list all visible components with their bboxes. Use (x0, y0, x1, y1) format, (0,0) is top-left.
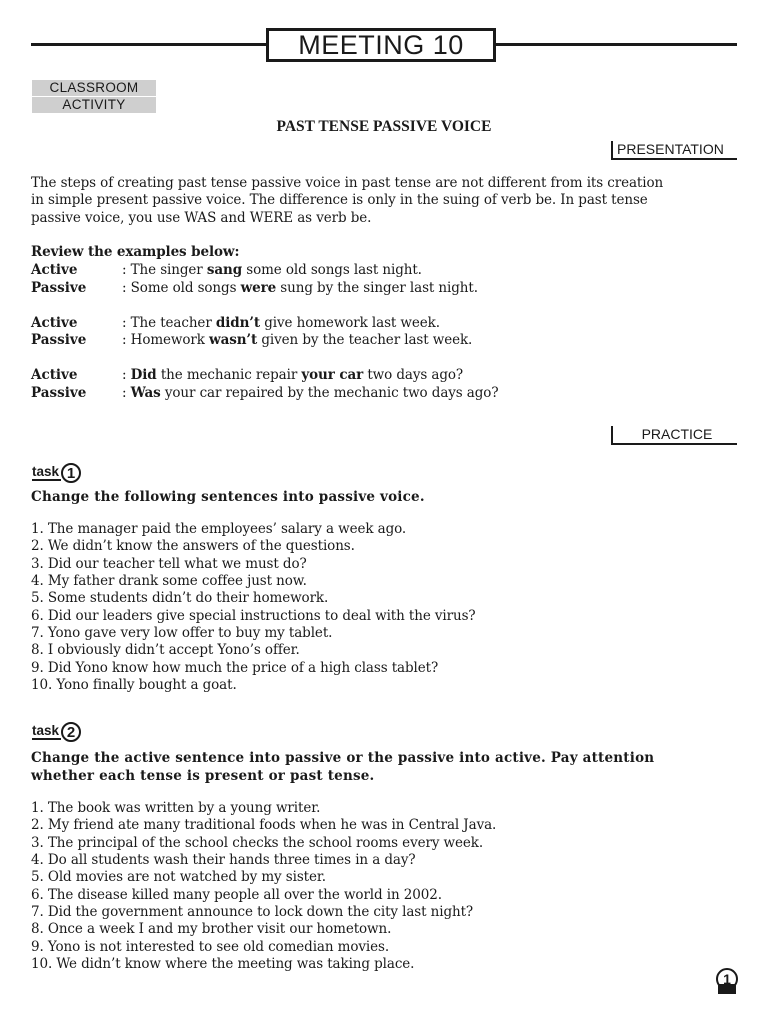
example-sentence (122, 262, 422, 278)
example-bold-text: Did (130, 367, 157, 383)
example-text: : Some old songs (122, 280, 241, 296)
list-item: 6. Did our leaders give special instructions to deal with the virus? (31, 607, 476, 624)
meeting-title: MEETING 10 (298, 29, 464, 60)
list-item: 3. Did our teacher tell what we must do? (31, 555, 307, 572)
list-item: 6. The disease killed many people all over the world in 2002. (31, 886, 442, 903)
example-text: your car repaired by the mechanic two days ago? (160, 385, 499, 401)
classroom-activity-badge (32, 80, 156, 114)
example-text: : Homework (122, 332, 210, 348)
example-sentence (122, 332, 472, 348)
list-item: 9. Yono is not interested to see old comedian movies. (31, 938, 390, 955)
example-sentence (122, 385, 498, 401)
list-item: 9. Did Yono know how much the price of a high class tablet? (31, 659, 439, 676)
task-1-heading (32, 463, 81, 481)
task-2-heading (32, 722, 81, 740)
list-item: 7. Did the government announce to lock down the city last night? (31, 904, 474, 921)
badge-line-2: ACTIVITY (32, 97, 156, 113)
instruction-line: Change the active sentence into passive or the passive into active. Pay attention (31, 750, 655, 766)
example-sentence (122, 280, 478, 296)
example-text: sung by the singer last night. (276, 280, 478, 296)
list-item: 10. Yono finally bought a goat. (31, 677, 237, 694)
list-item: 2. We didn’t know the answers of the questions. (31, 538, 355, 555)
example-bold-text: Was (130, 385, 161, 401)
example-text: some old songs last night. (242, 262, 422, 278)
task-1-instruction: Change the following sentences into passive voice. (31, 489, 425, 505)
example-label: Passive (31, 385, 87, 401)
list-item: 4. My father drank some coffee just now. (31, 573, 307, 590)
review-heading: Review the examples below: (31, 244, 240, 260)
list-item: 8. I obviously didn’t accept Yono’s offer. (31, 642, 300, 659)
task-2-list (31, 800, 496, 973)
page-number: 1 (716, 968, 738, 990)
list-item: 3. The principal of the school checks the school rooms every week. (31, 834, 484, 851)
list-item: 5. Some students didn’t do their homework. (31, 590, 329, 607)
list-item: 8. Once a week I and my brother visit our hometown. (31, 921, 392, 938)
list-item: 1. The book was written by a young writer. (31, 800, 321, 816)
instruction-line: whether each tense is present or past tense. (31, 768, 375, 784)
list-item: 5. Old movies are not watched by my sister. (31, 869, 326, 886)
task-word: task (32, 723, 60, 738)
example-label: Passive (31, 332, 87, 348)
header-rule-left (31, 43, 267, 46)
list-item: 7. Yono gave very low offer to buy my tablet. (31, 625, 333, 642)
header-rule-right (495, 43, 737, 46)
list-item: 1. The manager paid the employees’ salary a week ago. (31, 521, 407, 537)
example-bold-text: were (240, 280, 277, 296)
example-text: given by the teacher last week. (257, 332, 473, 348)
badge-line-1: CLASSROOM (32, 80, 156, 96)
example-text: : The singer (122, 262, 207, 278)
intro-line: passive voice, you use WAS and WERE as verb be. (31, 209, 372, 226)
example-text: two days ago? (363, 367, 464, 383)
task-2-instruction (31, 749, 731, 785)
example-text: : The teacher (122, 315, 216, 331)
example-label: Active (31, 262, 78, 278)
presentation-tag (611, 141, 737, 160)
example-text: the mechanic repair (156, 367, 302, 383)
example-text: give homework last week. (260, 315, 440, 331)
intro-paragraph (31, 175, 741, 227)
example-text: : (122, 367, 131, 383)
task-number-icon: 2 (61, 722, 81, 742)
intro-line: in simple present passive voice. The difference is only in the suing of verb be. In past tense (31, 192, 648, 209)
example-sentence (122, 367, 463, 383)
intro-line: The steps of creating past tense passive voice in past tense are not different from its creation (31, 175, 664, 191)
task-word: task (32, 464, 60, 479)
example-label: Active (31, 315, 78, 331)
list-item: 10. We didn’t know where the meeting was taking place. (31, 956, 415, 973)
presentation-tag-label: PRESENTATION (617, 141, 724, 157)
example-sentence (122, 315, 440, 331)
task-1-list (31, 521, 476, 694)
example-bold-text: your car (301, 367, 364, 383)
practice-tag (611, 426, 737, 445)
practice-tag-label: PRACTICE (641, 426, 713, 442)
lesson-title: PAST TENSE PASSIVE VOICE (276, 118, 492, 135)
example-bold-text: didn’t (215, 315, 261, 331)
example-bold-text: wasn’t (209, 332, 258, 348)
meeting-title-box (266, 28, 496, 62)
list-item: 2. My friend ate many traditional foods when he was in Central Java. (31, 817, 497, 834)
example-text: : (122, 385, 131, 401)
example-bold-text: sang (206, 262, 243, 278)
list-item: 4. Do all students wash their hands three times in a day? (31, 852, 416, 869)
example-label: Passive (31, 280, 87, 296)
task-number-icon: 1 (61, 463, 81, 483)
example-label: Active (31, 367, 78, 383)
